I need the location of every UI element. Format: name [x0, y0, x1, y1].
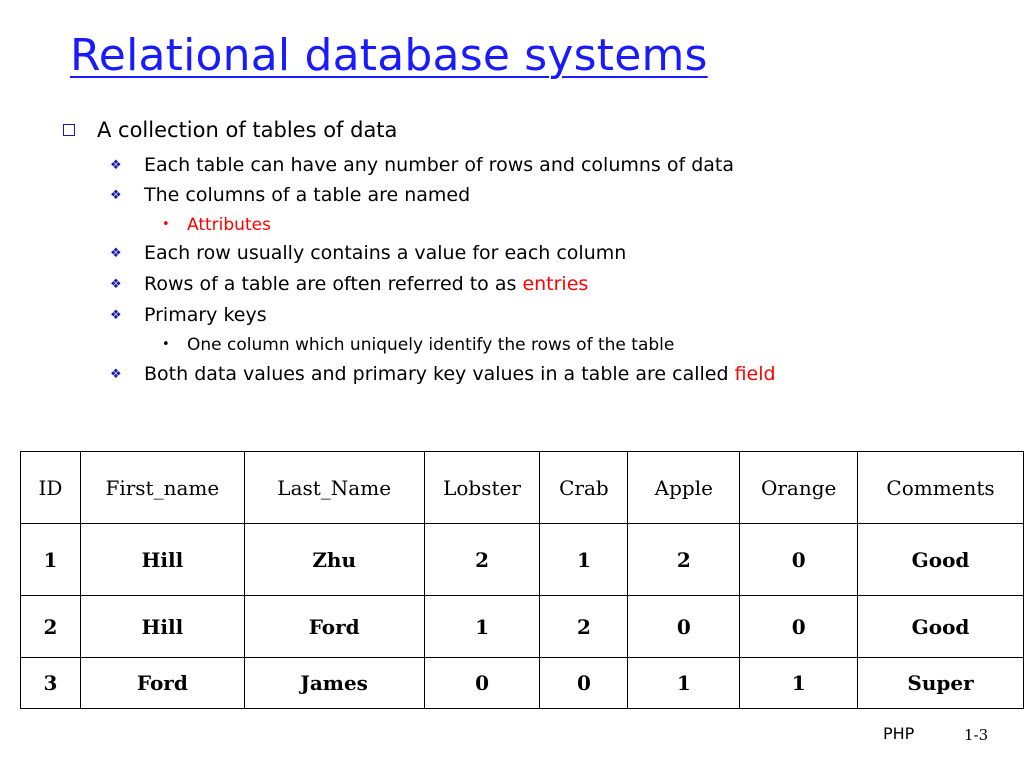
table-row	[21, 524, 1024, 596]
bullet-level2	[110, 154, 734, 176]
table-cell: Hill	[80, 596, 244, 658]
table-cell: 0	[540, 658, 628, 709]
table-cell: 1	[540, 524, 628, 596]
bullet-level3	[162, 215, 271, 235]
table-cell: Super	[858, 658, 1024, 709]
column-header: First_name	[80, 452, 244, 524]
table-cell: 0	[628, 596, 740, 658]
bullet-text: Each row usually contains a value for each column	[144, 242, 627, 264]
bullet-text: Primary keys	[144, 304, 267, 326]
table-cell: 0	[740, 524, 858, 596]
table-cell: 1	[740, 658, 858, 709]
table-cell: Ford	[244, 596, 424, 658]
diamond-bullet-icon: ❖	[110, 188, 122, 203]
diamond-bullet-icon: ❖	[110, 308, 122, 323]
bullet-level3	[162, 335, 674, 355]
diamond-bullet-icon: ❖	[110, 158, 122, 173]
table-row	[21, 596, 1024, 658]
slide-title: Relational database systems	[70, 30, 708, 81]
table-cell: 2	[424, 524, 540, 596]
hollow-square-bullet-icon	[63, 124, 75, 136]
dot-bullet-icon: •	[162, 337, 170, 352]
bullet-text: Attributes	[187, 215, 271, 235]
highlight-term: entries	[522, 273, 589, 295]
column-header: Crab	[540, 452, 628, 524]
column-header: ID	[21, 452, 81, 524]
table-cell: 2	[628, 524, 740, 596]
table-cell: Hill	[80, 524, 244, 596]
bullet-level2	[110, 304, 267, 326]
page-number: 1-3	[964, 726, 989, 744]
table-cell: Good	[858, 524, 1024, 596]
table-cell: Good	[858, 596, 1024, 658]
bullet-text: One column which uniquely identify the rows of the table	[187, 335, 675, 355]
bullet-text: Each table can have any number of rows and columns of data	[144, 154, 734, 176]
highlight-term: field	[734, 363, 776, 385]
table-cell: 2	[540, 596, 628, 658]
diamond-bullet-icon: ❖	[110, 277, 122, 292]
table-cell: 1	[21, 524, 81, 596]
column-header: Lobster	[424, 452, 540, 524]
bullet-text: A collection of tables of data	[97, 118, 398, 142]
table-cell: 1	[628, 658, 740, 709]
bullet-level2	[110, 184, 470, 206]
bullet-text: The columns of a table are named	[144, 184, 471, 206]
table-cell: James	[244, 658, 424, 709]
diamond-bullet-icon: ❖	[110, 246, 122, 261]
column-header: Orange	[740, 452, 858, 524]
dot-bullet-icon: •	[162, 217, 170, 232]
bullet-level1	[63, 118, 397, 142]
footer-label: PHP	[883, 724, 915, 743]
table-row	[21, 658, 1024, 709]
table-cell: Zhu	[244, 524, 424, 596]
table-cell: 0	[424, 658, 540, 709]
bullet-text: Both data values and primary key values in a table are called	[144, 363, 735, 385]
table-cell: 1	[424, 596, 540, 658]
bullet-level2	[110, 273, 588, 295]
bullet-text: Rows of a table are often referred to as	[144, 273, 523, 295]
column-header: Comments	[858, 452, 1024, 524]
column-header: Last_Name	[244, 452, 424, 524]
bullet-level2	[110, 363, 776, 385]
data-table	[20, 451, 1024, 709]
table-cell: Ford	[80, 658, 244, 709]
table-cell: 2	[21, 596, 81, 658]
column-header: Apple	[628, 452, 740, 524]
table-cell: 3	[21, 658, 81, 709]
table-header-row	[21, 452, 1024, 524]
table-cell: 0	[740, 596, 858, 658]
bullet-level2	[110, 242, 626, 264]
diamond-bullet-icon: ❖	[110, 367, 122, 382]
